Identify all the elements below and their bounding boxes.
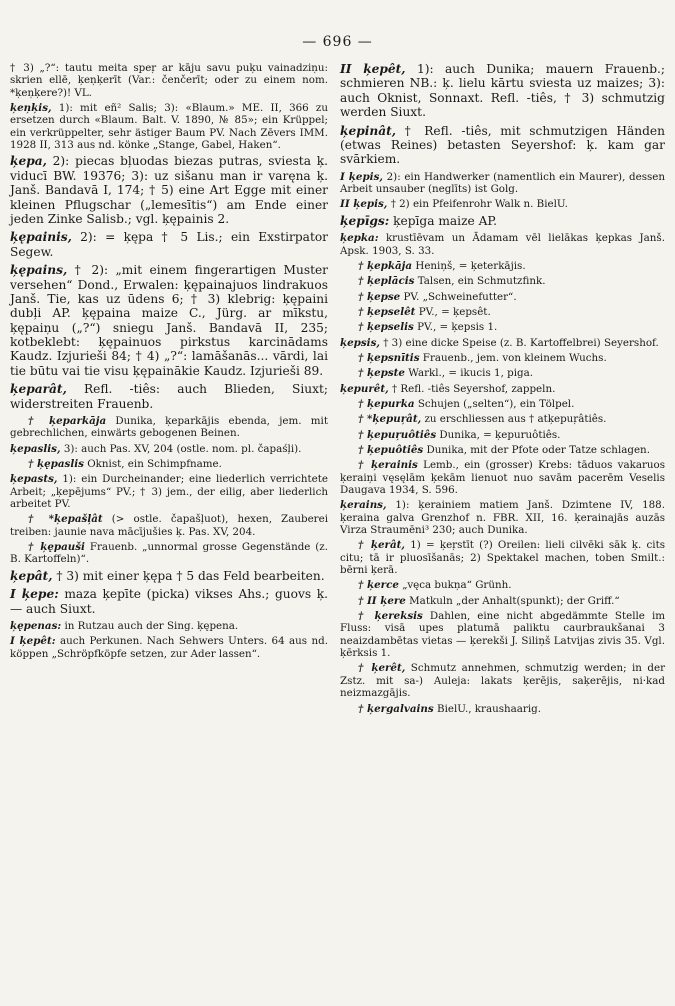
- entry-definition: Frauenb., jem. von kleinem Wuchs.: [422, 351, 607, 364]
- dictionary-entry: [10, 513, 328, 538]
- left-column: [10, 62, 328, 663]
- entry-headword: † ķeplācis: [358, 275, 415, 288]
- entry-headword: II ķepis,: [340, 198, 388, 211]
- dictionary-entry: [340, 62, 665, 120]
- entry-definition: in Rutzau auch der Sing. ķępena.: [64, 620, 239, 632]
- entry-headword: † ķepurka: [358, 397, 415, 410]
- dictionary-entry: [10, 154, 328, 226]
- entry-definition: ķepīga maize AP.: [393, 213, 497, 228]
- dictionary-entry: [10, 620, 328, 632]
- entry-definition: PV., = ķepsis 1.: [417, 321, 498, 334]
- dictionary-entry: [340, 703, 665, 715]
- dictionary-entry: [340, 662, 665, 699]
- entry-definition: Lemb., ein (grosser) Krebs: tāduos vakaruos ķeraiņi vęsęlām ķekām lienuot nuo savām pacerēm Veselis Daugava 1934, S. 596.: [340, 459, 665, 496]
- dictionary-entry: [10, 415, 328, 440]
- dictionary-entry: [340, 429, 665, 441]
- entry-headword: † ķerât,: [358, 539, 405, 552]
- dictionary-entry: [340, 275, 665, 287]
- entry-definition: Schujen („selten“), ein Tölpel.: [417, 397, 575, 410]
- dictionary-entry: [10, 473, 328, 510]
- dictionary-entry: [340, 124, 665, 167]
- entry-definition: PV. „Schweinefutter“.: [403, 290, 517, 303]
- entry-headword: † *ķepašļât: [28, 513, 103, 526]
- entry-definition: 2): ein Handwerker (namentlich ein Maurer), dessen Arbeit unsauber (neglīts) ist Golg.: [340, 170, 665, 196]
- entry-headword: † ķepkāja: [358, 259, 413, 272]
- entry-definition: Frauenb. „unnormal grosse Gegenstände (z. B. Kartoffeln)“.: [10, 541, 328, 566]
- entry-definition: Dunika, ķeparkājis ebenda, jem. mit gebrechlichen, einwärts gebogenen Beinen.: [10, 415, 328, 440]
- entry-headword: I ķepe:: [10, 587, 59, 602]
- dictionary-entry: [10, 541, 328, 566]
- entry-headword: † ķepse: [358, 290, 401, 303]
- entry-headword: † ķereksis: [358, 610, 423, 623]
- entry-definition: † 3) „?“: tautu meita speŗ ar kāju savu puķu vainadziņu: skrien ellē, ķeņķerīt (Var.: čenčerīt; oder zu einem nom. *ķeņķere?)! VL.: [10, 62, 328, 99]
- entry-headword: II ķepêt,: [340, 62, 406, 76]
- entry-definition: krustīēvam un Ādamam vēl lielākas ķepkas Janš. Apsk. 1903, S. 33.: [340, 232, 665, 257]
- dictionary-entry: [340, 306, 665, 318]
- entry-headword: ķepka:: [340, 232, 379, 245]
- dictionary-entry: [10, 263, 328, 378]
- entry-headword: ķepīgs:: [340, 213, 390, 228]
- entry-definition: † Refl. -tiês, mit schmutzigen Händen (etwas Reines) betasten Seyershof: ķ. kam gar svārkiem.: [340, 123, 665, 167]
- dictionary-entry: [340, 198, 665, 210]
- entry-headword: † ķerce: [358, 579, 399, 592]
- dictionary-entry: [10, 587, 328, 616]
- entry-definition: Heniņš, = ķeterkājis.: [415, 259, 526, 272]
- entry-headword: I ķepis,: [340, 170, 383, 183]
- entry-headword: ķerains,: [340, 499, 387, 512]
- entry-headword: † ķepselis: [358, 321, 414, 334]
- entry-definition: 1) = ķeŗstīt (?) Oreilen: lieli cilvēki sāk ķ. cits citu; tā ir pluosīšanās; 2) Spektakel machen, toben Smilt.: bērni ķerā.: [340, 539, 665, 577]
- dictionary-entry: [10, 443, 328, 455]
- dictionary-entry: [10, 102, 328, 151]
- entry-definition: maza ķepīte (picka) vikses Ahs.; guovs ķ. — auch Siuxt.: [10, 587, 329, 616]
- dictionary-entry: [340, 595, 665, 607]
- entry-headword: I ķepêt:: [10, 635, 56, 648]
- entry-definition: Talsen, ein Schmutzfink.: [417, 275, 546, 288]
- entry-headword: ķeparât,: [10, 382, 67, 397]
- dictionary-entry: [340, 214, 665, 228]
- entry-definition: 2): = ķępa † 5 Lis.; ein Exstirpator Segew.: [10, 230, 329, 259]
- entry-definition: † 2) ein Pfeifenrohr Walk n. BielU.: [390, 198, 568, 211]
- entry-headword: † II ķere: [358, 594, 406, 607]
- entry-headword: † ķepste: [358, 367, 405, 380]
- entry-headword: † ķeparkāja: [28, 415, 107, 428]
- entry-definition: 1): ķerainiem matiem Janš. Dzimtene IV, 188. ķeraina galva Grenzhof n. FBR. XII, 16. ķerainajās auzās Virza Straumēni³ 230; auch Dunika.: [340, 499, 665, 537]
- dictionary-entry: [340, 459, 665, 496]
- entry-headword: ķeņķis,: [10, 102, 52, 115]
- entry-definition: auch Perkunen. Nach Sehwers Unters. 64 aus nd. köppen „Schröpfköpfe setzen, zur Ader lassen“.: [10, 635, 328, 660]
- entry-definition: Schmutz annehmen, schmutzig werden; in der Zstz. mit sa-) Auleja: lakats ķerējis, saķerējis, ni·kad neizmazgājis.: [340, 662, 665, 700]
- entry-headword: ķepurêt,: [340, 382, 389, 395]
- entry-headword: † ķergalvains: [358, 702, 434, 715]
- dictionary-entry: [340, 413, 665, 425]
- entry-definition: PV., = ķepsêt.: [418, 305, 491, 318]
- dictionary-entry: [10, 635, 328, 660]
- entry-headword: ķępenas:: [10, 620, 62, 632]
- dictionary-entry: [10, 62, 328, 99]
- entry-definition: BielU., kraushaarig.: [437, 702, 542, 715]
- entry-headword: ķepaslis,: [10, 442, 61, 455]
- entry-definition: Dunika, mit der Pfote oder Tatze schlagen.: [426, 443, 650, 456]
- right-column: [340, 62, 665, 718]
- entry-headword: ķępains,: [10, 263, 68, 278]
- dictionary-entry: [340, 579, 665, 591]
- entry-headword: † ķepuŗuôtiês: [358, 428, 437, 441]
- entry-definition: zu erschliessen aus † atķepuŗâtiês.: [424, 413, 607, 426]
- entry-headword: † ķerêt,: [358, 662, 406, 675]
- entry-headword: † ķepsnītis: [358, 351, 420, 364]
- entry-definition: 1): ein Durcheinander; eine liederlich verrichtete Arbeit; „ķepējums“ PV.; † 3) jem., der eilig, aber liederlich arbeitet PV.: [10, 473, 328, 511]
- entry-headword: ķępainis,: [10, 230, 72, 245]
- entry-definition: 1): mit eñ² Salis; 3): «Blaum.» ME. II, 366 zu ersetzen durch «Blaum. Balt. V. 1890, № 85»; ein Krüppel; ein verkrüppelter, sehr ästiger Baum PV. Nach Zēvers IMM. 1928 II, 313 aus nd. könke „Stange, Gabel, Haken“.: [10, 102, 328, 152]
- entry-definition: 2): piecas bļuodas biezas putras, sviesta ķ. viducī BW. 19376; 3): uz sišanu man ir varęna ķ. Janš. Bandavā I, 174; † 5) eine Art Egge mit einer kleinen Pflugschar („lemesītis“) am Ende einer jeden Zinke Salisb.; vgl. ķępainis 2.: [10, 154, 328, 226]
- entry-definition: 1): auch Dunika; mauern Frauenb.; schmieren NB.: ķ. lielu kārtu sviesta uz maizes; 3): auch Oknist, Sonnaxt. Refl. -tiês, † 3) schmutzig werden Siuxt.: [340, 62, 666, 120]
- entry-definition: † 3) mit einer ķępa † 5 das Feld bearbeiten.: [56, 568, 325, 583]
- dictionary-entry: [10, 382, 328, 411]
- entry-definition: Dahlen, eine nicht abgedämmte Stelle im Fluss: visā upes platumā paliktu caurbraukšanai 3 neaizdambētas vietas — ķerekši J. Siliņš Latvijas zivis 35. Vgl. ķērksis 1.: [340, 610, 665, 660]
- dictionary-entry: [340, 260, 665, 272]
- dictionary-entry: [340, 232, 665, 257]
- entry-headword: ķepsis,: [340, 336, 380, 349]
- entry-headword: † ķerainis: [358, 459, 418, 472]
- entry-definition: Matkuln „der Anhalt(spunkt); der Griff.“: [409, 594, 620, 607]
- entry-headword: ķepât,: [10, 568, 53, 583]
- entry-headword: ķepinât,: [340, 123, 396, 138]
- dictionary-entry: [340, 171, 665, 196]
- dictionary-entry: [340, 398, 665, 410]
- dictionary-entry: [340, 444, 665, 456]
- dictionary-entry: [340, 610, 665, 659]
- entry-definition: † Refl. -tiês Seyershof, zappeln.: [391, 382, 556, 395]
- dictionary-entry: [10, 569, 328, 583]
- entry-definition: Warkl., = ikucis 1, piga.: [408, 367, 534, 380]
- dictionary-entry: [340, 499, 665, 536]
- dictionary-entry: [340, 352, 665, 364]
- entry-headword: † ķępauši: [28, 541, 85, 554]
- entry-definition: 3): auch Pas. XV, 204 (ostle. nom. pl. čapaśļi).: [63, 442, 302, 455]
- page-number: — 696 —: [302, 34, 373, 50]
- entry-definition: (> ostle. čapašļuot), hexen, Zauberei treiben: jaunie nava mācījušies ķ. Pas. XV, 204.: [10, 513, 328, 538]
- entry-headword: † ķepuôtiês: [358, 443, 424, 456]
- entry-definition: Refl. -tiês: auch Blieden, Siuxt; widerstreiten Frauenb.: [10, 382, 328, 411]
- entry-definition: † 2): „mit einem fingerartigen Muster versehen“ Dond., Erwalen: ķępainajuos lindrakuos Janš. Tie, kas uz ūdens 6; † 3) klebrig: ķępaini dubļi AP. ķępaina maize C., Jürg. ar mīkstu, ķępaiņu („?“) sniegu Janš. Bandavā II, 235; kotbeklebt: ķępainuos pirkstus karcinādams Kaudz. Izjurieši 84; † 4) „?“: lamāšanās... vārdi, lai tie būtu vai tie visu ķępainākie Kaudz. Izjurieši 89.: [10, 263, 329, 378]
- dictionary-entry: [10, 230, 328, 259]
- entry-definition: Oknist, ein Schimpfname.: [87, 458, 222, 471]
- dictionary-entry: [340, 321, 665, 333]
- dictionary-entry: [340, 337, 665, 349]
- entry-headword: † ķępaslis: [28, 458, 84, 471]
- entry-headword: † *ķepuŗât,: [358, 413, 422, 426]
- entry-definition: † 3) eine dicke Speise (z. B. Kartoffelbrei) Seyershof.: [383, 336, 659, 349]
- dictionary-entry: [340, 367, 665, 379]
- dictionary-entry: [10, 458, 328, 470]
- entry-headword: † ķepselêt: [358, 305, 416, 318]
- entry-definition: Dunika, = ķepuruôtiês.: [439, 428, 561, 441]
- dictionary-entry: [340, 291, 665, 303]
- entry-headword: ķepa,: [10, 154, 47, 169]
- dictionary-entry: [340, 383, 665, 395]
- entry-headword: ķepasts,: [10, 473, 58, 486]
- dictionary-entry: [340, 539, 665, 576]
- entry-definition: „vęca bukņa“ Grünh.: [402, 579, 512, 592]
